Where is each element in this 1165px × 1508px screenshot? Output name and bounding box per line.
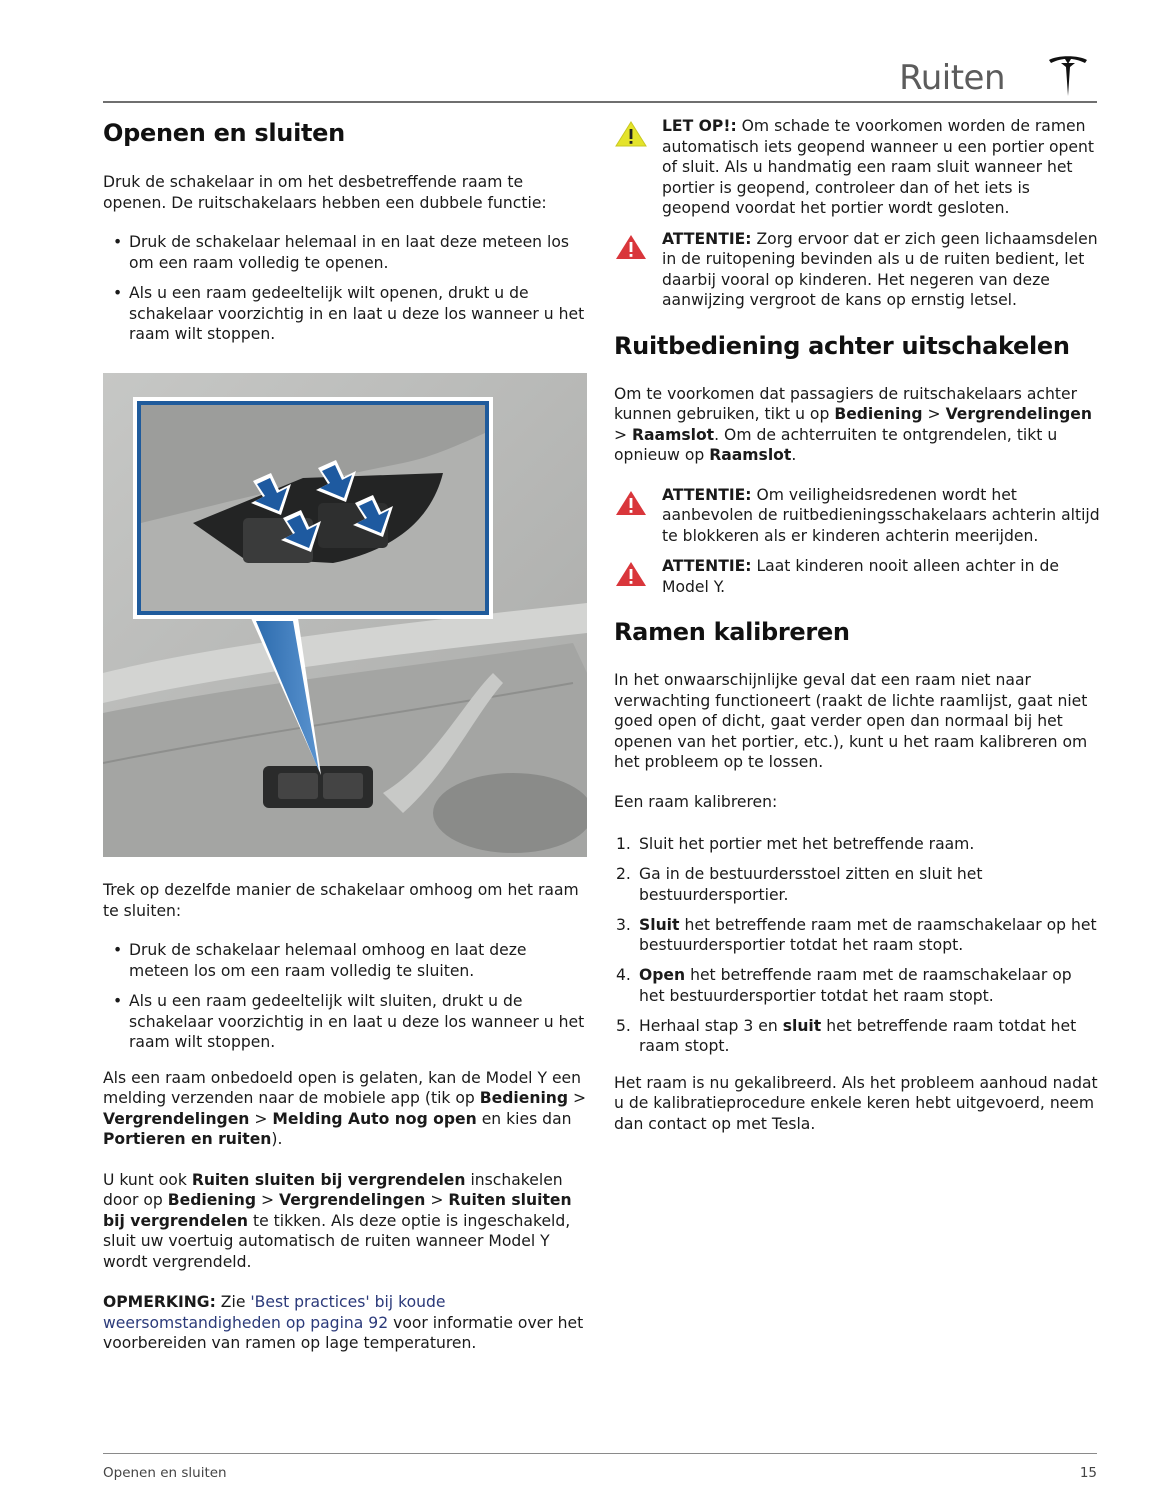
calibrate-lead: Een raam kalibreren: [614, 792, 778, 811]
menu-path-bediening: Bediening [834, 405, 923, 423]
list-item: • Druk de schakelaar helemaal in en laat deze meteen los om een raam volledig te openen. [103, 232, 589, 273]
list-item: 2. Ga in de bestuurdersstoel zitten en sluit het bestuurdersportier. [616, 865, 983, 904]
caution-label: LET OP!: [662, 117, 737, 135]
heading-ramen-kalibreren: Ramen kalibreren [614, 618, 850, 646]
warning-label: ATTENTIE: [662, 229, 752, 248]
heading-openen-en-sluiten: Openen en sluiten [103, 119, 345, 147]
tesla-logo-icon [1047, 54, 1089, 98]
rear-lock-paragraph: Om te voorkomen dat passagiers de ruitschakelaars achter kunnen gebruiken, tikt u op Bediening > Vergrendelingen > Raamslot. Om de achterruiten te ontgrendelen, tikt u opnieuw op Raamslot. [614, 384, 1092, 464]
warning-label: ATTENTIE: [662, 557, 752, 575]
list-item: • Druk de schakelaar helemaal omhoog en laat deze meteen los om een raam volledig te sluiten. [103, 940, 589, 981]
menu-path-vergrendelingen: Vergrendelingen [945, 405, 1092, 423]
list-item: 1. Sluit het portier met het betreffende raam. [616, 835, 975, 853]
note-label: OPMERKING: [103, 1293, 216, 1311]
page-number: 15 [1079, 1465, 1097, 1481]
list-item: 4. Open het betreffende raam met de raamschakelaar op het bestuurdersportier totdat het raam stopt. [616, 966, 1072, 1005]
list-item: • Als u een raam gedeeltelijk wilt openen, drukt u de schakelaar voorzichtig in en laat u deze los wanneer u het raam wilt stoppen. [103, 283, 589, 345]
warning-note: ATTENTIE: Zorg ervoor dat er zich geen lichaamsdelen in de ruitopening bevinden als u de ruiten bedient, let daarbij vooral op kinderen. Het negeren van deze aanwijzing vergroot de kans op ernstig letsel. [614, 229, 1100, 311]
menu-path-vergrendelingen: Vergrendelingen [103, 1109, 250, 1128]
list-item: • Als u een raam gedeeltelijk wilt sluiten, drukt u de schakelaar voorzichtig in en laat u deze los wanneer u het raam wilt stoppen. [103, 991, 589, 1053]
calibrate-intro-paragraph: In het onwaarschijnlijke geval dat een raam niet naar verwachting functioneert (raakt de lichte raamlijst, gaat niet goed open of dicht, gaat verder open dan normaal bij het openen van het portier, etc.), kunt u het raam kalibreren om het probleem op te lossen. [614, 671, 1088, 771]
menu-path-vergrendelingen: Vergrendelingen [279, 1191, 426, 1209]
left-column [103, 116, 589, 355]
intro-paragraph: Druk de schakelaar in om het desbetreffende raam te openen. De ruitschakelaars hebben een dubbele functie: [103, 173, 547, 212]
cold-weather-link[interactable]: 'Best practices' bij koude weersomstandigheden op pagina 92 [103, 1293, 446, 1332]
menu-path-ruiten-sluiten: Ruiten sluiten bij vergrendelen [103, 1191, 572, 1230]
header-divider [103, 101, 1097, 103]
open-alert-paragraph: Als een raam onbedoeld open is gelaten, kan de Model Y een melding verzenden naar de mobiele app (tik op Bediening > Vergrendelingen > Melding Auto nog open en kies dan Portieren en ruiten). [103, 1068, 587, 1148]
warning-label: ATTENTIE: [662, 485, 752, 504]
warning-note: ATTENTIE: Om veiligheidsredenen wordt het aanbevolen de ruitbedieningsschakelaars achterin altijd te blokkeren als er kinderen achterin meerijden. [614, 485, 1100, 547]
section-title: Ruiten [899, 58, 1005, 98]
list-item: 5. Herhaal stap 3 en sluit het betreffende raam totdat het raam stopt. [616, 1016, 1077, 1055]
calibrate-steps-list [614, 834, 1100, 1057]
heading-ruitbediening-achter: Ruitbediening achter uitschakelen [614, 331, 1070, 360]
door-panel-image [103, 373, 587, 857]
menu-path-raamslot: Raamslot [632, 425, 715, 444]
option-portieren-en-ruiten: Portieren en ruiten [103, 1130, 272, 1148]
menu-path-bediening: Bediening [479, 1089, 569, 1107]
close-intro-paragraph: Trek op dezelfde manier de schakelaar omhoog om het raam te sluiten: [103, 881, 579, 920]
right-column [614, 116, 1100, 1134]
menu-path-raamslot: Raamslot [709, 446, 792, 464]
warning-note: ATTENTIE: Laat kinderen nooit alleen achter in de Model Y. [614, 556, 1100, 597]
menu-path-bediening: Bediening [167, 1191, 257, 1209]
left-column-lower [103, 880, 589, 1354]
note-paragraph: OPMERKING: Zie 'Best practices' bij koude weersomstandigheden op pagina 92 voor informatie over het voorbereiden van ramen op lage temperaturen. [103, 1293, 584, 1352]
warning-triangle-icon [614, 489, 648, 517]
close-bullet-list [103, 940, 589, 1053]
lock-close-paragraph: U kunt ook Ruiten sluiten bij vergrendelen inschakelen door op Bediening > Vergrendelingen > Ruiten sluiten bij vergrendelen te tikken. Als deze optie is ingeschakeld, sluit uw voertuig automatisch de ruiten wanneer Model Y wordt vergrendeld. [103, 1170, 572, 1271]
open-bullet-list [103, 232, 589, 345]
footer-section-name: Openen en sluiten [103, 1465, 227, 1481]
calibrate-outro-paragraph: Het raam is nu gekalibreerd. Als het probleem aanhoud nadat u de kalibratieprocedure enkele keren hebt uitgevoerd, neem dan contact op met Tesla. [614, 1073, 1098, 1133]
caution-note: LET OP!: Om schade te voorkomen worden de ramen automatisch iets geopend wanneer u een portier opent of sluit. Als u handmatig een raam sluit wanneer het portier is geopend, controleer dan of het iets is geopend voordat het portier wordt gesloten. [614, 116, 1100, 219]
caution-triangle-icon [614, 120, 648, 148]
menu-path-melding: Melding Auto nog open [272, 1109, 477, 1128]
warning-triangle-icon [614, 233, 648, 261]
window-switch-illustration [103, 373, 587, 857]
warning-triangle-icon [614, 560, 648, 588]
footer-divider [103, 1453, 1097, 1454]
option-ruiten-sluiten: Ruiten sluiten bij vergrendelen [191, 1170, 466, 1189]
list-item: 3. Sluit het betreffende raam met de raamschakelaar op het bestuurdersportier totdat het raam stopt. [616, 915, 1097, 954]
